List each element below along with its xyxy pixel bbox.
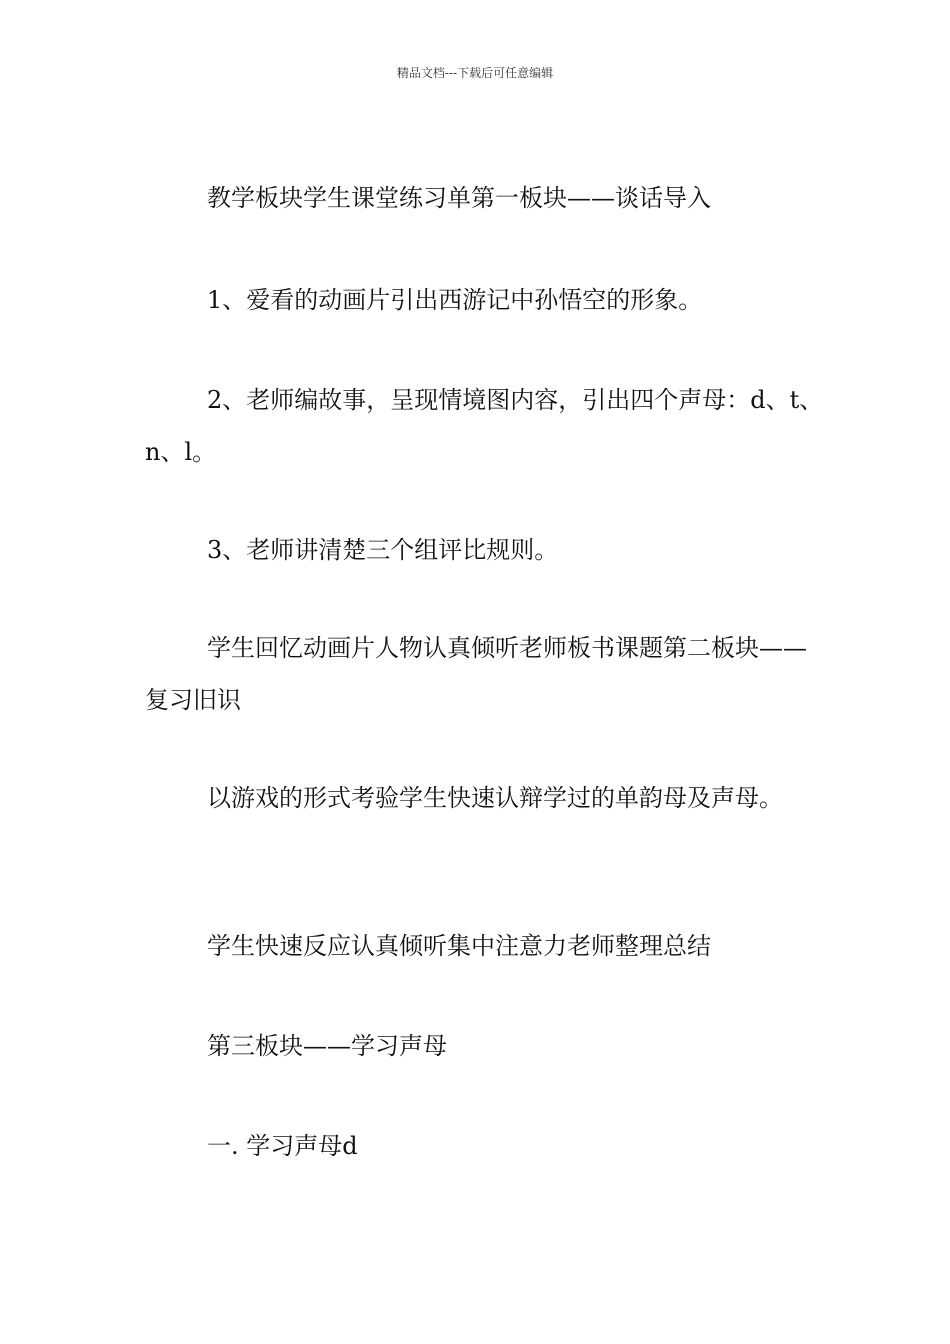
paragraph-item-1: 1、爱看的动画片引出西游记中孙悟空的形象。	[207, 286, 703, 314]
page-header: 精品文档---下载后可任意编辑	[396, 66, 554, 80]
paragraph-section-2-title: 学生回忆动画片人物认真倾听老师板书课题第二板块——复习旧识	[145, 634, 807, 714]
paragraph-section-1-title: 教学板块学生课堂练习单第一板块——谈话导入	[207, 184, 711, 212]
paragraph-item-2: 2、老师编故事，呈现情境图内容，引出四个声母：d、t、n、l。	[145, 386, 824, 466]
paragraph-game-review: 以游戏的形式考验学生快速认辩学过的单韵母及声母。	[207, 784, 783, 812]
paragraph-section-3-title: 第三板块——学习声母	[207, 1032, 447, 1060]
paragraph-student-response: 学生快速反应认真倾听集中注意力老师整理总结	[207, 932, 711, 960]
paragraph-item-3: 3、老师讲清楚三个组评比规则。	[207, 536, 559, 564]
paragraph-learn-d: 一. 学习声母d	[207, 1132, 358, 1160]
